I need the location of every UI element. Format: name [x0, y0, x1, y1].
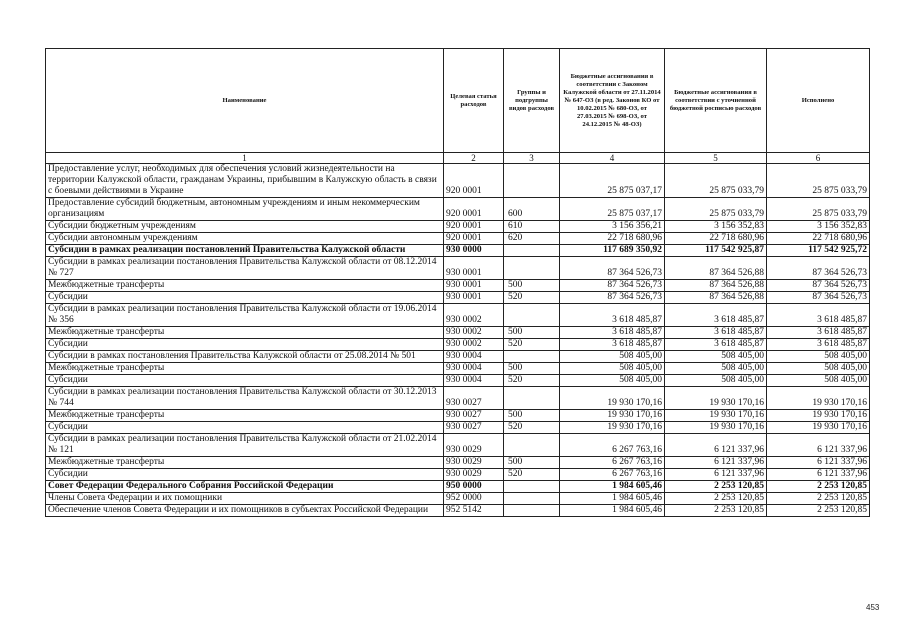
row-target-article: 930 0004	[444, 351, 504, 363]
row-budget-law: 508 405,00	[560, 363, 665, 375]
header-target-article: Целевая статья расходов	[444, 49, 504, 153]
table-row	[46, 363, 870, 375]
table-row	[46, 339, 870, 351]
row-target-article: 930 0002	[444, 339, 504, 351]
row-budget-revised: 2 253 120,85	[665, 493, 767, 505]
header-budget-revised: Бюджетные ассигнования в соответствии с уточненной бюджетной росписью расходов	[665, 49, 767, 153]
row-executed: 6 121 337,96	[767, 457, 870, 469]
row-expense-group	[504, 245, 560, 257]
row-expense-group	[504, 387, 560, 410]
row-expense-group	[504, 257, 560, 280]
row-executed: 19 930 170,16	[767, 387, 870, 410]
table-row	[46, 221, 870, 233]
table-row	[46, 410, 870, 422]
row-name: Межбюджетные трансферты	[46, 280, 444, 292]
row-name: Предоставление субсидий бюджетным, автономным учреждениям и иным некоммерческим организациям	[46, 198, 444, 221]
row-name: Субсидии в рамках реализации постановления Правительства Калужской области от 21.02.2014 № 121	[46, 434, 444, 457]
row-target-article: 930 0027	[444, 410, 504, 422]
row-executed: 508 405,00	[767, 375, 870, 387]
row-budget-revised: 19 930 170,16	[665, 387, 767, 410]
row-budget-law: 25 875 037,17	[560, 164, 665, 198]
table-row	[46, 292, 870, 304]
header-expense-group: Группы и подгруппы видов расходов	[504, 49, 560, 153]
table-row	[46, 505, 870, 517]
row-expense-group: 620	[504, 233, 560, 245]
row-target-article: 930 0001	[444, 280, 504, 292]
table-row	[46, 493, 870, 505]
row-expense-group: 610	[504, 221, 560, 233]
row-target-article: 930 0027	[444, 422, 504, 434]
row-name: Субсидии бюджетным учреждениям	[46, 221, 444, 233]
column-number-row	[46, 153, 870, 164]
header-executed: Исполнено	[767, 49, 870, 153]
row-executed: 3 618 485,87	[767, 339, 870, 351]
row-target-article: 920 0001	[444, 198, 504, 221]
row-budget-law: 508 405,00	[560, 351, 665, 363]
row-executed: 508 405,00	[767, 363, 870, 375]
row-executed: 2 253 120,85	[767, 505, 870, 517]
column-number: 1	[46, 153, 444, 164]
row-expense-group: 520	[504, 339, 560, 351]
row-budget-revised: 87 364 526,88	[665, 257, 767, 280]
row-executed: 508 405,00	[767, 351, 870, 363]
row-target-article: 920 0001	[444, 233, 504, 245]
row-target-article: 920 0001	[444, 221, 504, 233]
row-executed: 25 875 033,79	[767, 198, 870, 221]
row-expense-group: 520	[504, 469, 560, 481]
row-executed: 6 121 337,96	[767, 469, 870, 481]
row-target-article: 950 0000	[444, 481, 504, 493]
row-target-article: 930 0002	[444, 327, 504, 339]
row-budget-revised: 2 253 120,85	[665, 481, 767, 493]
row-budget-law: 1 984 605,46	[560, 481, 665, 493]
row-budget-law: 1 984 605,46	[560, 493, 665, 505]
row-expense-group: 520	[504, 422, 560, 434]
row-budget-revised: 6 121 337,96	[665, 457, 767, 469]
row-budget-law: 6 267 763,16	[560, 469, 665, 481]
row-budget-revised: 87 364 526,88	[665, 292, 767, 304]
row-executed: 117 542 925,72	[767, 245, 870, 257]
table-row	[46, 233, 870, 245]
row-name: Субсидии в рамках постановления Правительства Калужской области от 25.08.2014 № 501	[46, 351, 444, 363]
row-name: Субсидии в рамках реализации постановлений Правительства Калужской области	[46, 245, 444, 257]
row-executed: 25 875 033,79	[767, 164, 870, 198]
row-budget-law: 3 618 485,87	[560, 339, 665, 351]
row-name: Совет Федерации Федерального Собрания Российской Федерации	[46, 481, 444, 493]
row-executed: 87 364 526,73	[767, 292, 870, 304]
row-target-article: 930 0029	[444, 434, 504, 457]
row-executed: 22 718 680,96	[767, 233, 870, 245]
table-row	[46, 375, 870, 387]
row-executed: 19 930 170,16	[767, 410, 870, 422]
row-target-article: 952 5142	[444, 505, 504, 517]
table-row	[46, 164, 870, 198]
row-target-article: 930 0004	[444, 363, 504, 375]
row-name: Субсидии	[46, 422, 444, 434]
row-name: Субсидии	[46, 292, 444, 304]
row-budget-revised: 22 718 680,96	[665, 233, 767, 245]
row-budget-revised: 3 618 485,87	[665, 304, 767, 327]
row-name: Межбюджетные трансферты	[46, 363, 444, 375]
row-executed: 87 364 526,73	[767, 280, 870, 292]
row-budget-law: 1 984 605,46	[560, 505, 665, 517]
row-expense-group: 500	[504, 280, 560, 292]
table-row	[46, 280, 870, 292]
row-budget-revised: 508 405,00	[665, 375, 767, 387]
row-target-article: 920 0001	[444, 164, 504, 198]
row-budget-revised: 117 542 925,87	[665, 245, 767, 257]
row-budget-law: 87 364 526,73	[560, 292, 665, 304]
row-target-article: 930 0002	[444, 304, 504, 327]
row-budget-revised: 3 618 485,87	[665, 339, 767, 351]
row-executed: 2 253 120,85	[767, 481, 870, 493]
table-row	[46, 327, 870, 339]
table-row	[46, 198, 870, 221]
row-budget-revised: 19 930 170,16	[665, 422, 767, 434]
row-executed: 3 618 485,87	[767, 327, 870, 339]
row-budget-law: 117 689 350,92	[560, 245, 665, 257]
row-executed: 6 121 337,96	[767, 434, 870, 457]
row-expense-group	[504, 164, 560, 198]
row-budget-law: 3 618 485,87	[560, 304, 665, 327]
column-number: 3	[504, 153, 560, 164]
row-executed: 87 364 526,73	[767, 257, 870, 280]
row-name: Предоставление услуг, необходимых для обеспечения условий жизнедеятельности на территории Калужской области, гражданам Украины, прибывшим в Калужскую область в связи с боевыми действиями в Украине	[46, 164, 444, 198]
row-budget-law: 6 267 763,16	[560, 457, 665, 469]
row-expense-group	[504, 493, 560, 505]
page-number: 453	[866, 603, 880, 612]
row-budget-law: 19 930 170,16	[560, 387, 665, 410]
row-name: Субсидии в рамках реализации постановления Правительства Калужской области от 19.06.2014 № 356	[46, 304, 444, 327]
column-number: 5	[665, 153, 767, 164]
row-name: Обеспечение членов Совета Федерации и их помощников в субъектах Российской Федерации	[46, 505, 444, 517]
row-expense-group: 500	[504, 410, 560, 422]
row-budget-revised: 6 121 337,96	[665, 434, 767, 457]
table-row	[46, 434, 870, 457]
row-budget-law: 22 718 680,96	[560, 233, 665, 245]
row-budget-law: 3 156 356,21	[560, 221, 665, 233]
row-budget-revised: 87 364 526,88	[665, 280, 767, 292]
row-budget-revised: 25 875 033,79	[665, 198, 767, 221]
column-number: 6	[767, 153, 870, 164]
row-budget-law: 25 875 037,17	[560, 198, 665, 221]
row-name: Субсидии	[46, 469, 444, 481]
row-name: Межбюджетные трансферты	[46, 457, 444, 469]
row-budget-revised: 3 156 352,83	[665, 221, 767, 233]
row-expense-group: 500	[504, 457, 560, 469]
row-expense-group	[504, 351, 560, 363]
table-row	[46, 257, 870, 280]
row-budget-revised: 25 875 033,79	[665, 164, 767, 198]
row-expense-group: 600	[504, 198, 560, 221]
row-target-article: 930 0001	[444, 257, 504, 280]
row-budget-revised: 508 405,00	[665, 351, 767, 363]
budget-execution-table	[45, 48, 870, 517]
row-budget-revised: 508 405,00	[665, 363, 767, 375]
row-target-article: 930 0029	[444, 469, 504, 481]
header-name: Наименование	[46, 49, 444, 153]
table-row	[46, 481, 870, 493]
row-budget-law: 87 364 526,73	[560, 257, 665, 280]
row-executed: 2 253 120,85	[767, 493, 870, 505]
row-budget-law: 508 405,00	[560, 375, 665, 387]
row-expense-group	[504, 304, 560, 327]
row-name: Межбюджетные трансферты	[46, 410, 444, 422]
row-budget-revised: 19 930 170,16	[665, 410, 767, 422]
header-budget-law: Бюджетные ассигнования в соответствии с Законом Калужской области от 27.11.2014 № 647-ОЗ (в ред. Законов КО от 10.02.2015 № 680-ОЗ, от 27.03.2015 № 698-ОЗ, от 24.12.2015 № 48-ОЗ)	[560, 49, 665, 153]
row-name: Субсидии в рамках реализации постановления Правительства Калужской области от 08.12.2014 № 727	[46, 257, 444, 280]
row-name: Субсидии в рамках реализации постановления Правительства Калужской области от 30.12.2013 № 744	[46, 387, 444, 410]
column-number: 2	[444, 153, 504, 164]
row-budget-revised: 2 253 120,85	[665, 505, 767, 517]
row-budget-law: 19 930 170,16	[560, 410, 665, 422]
row-executed: 3 618 485,87	[767, 304, 870, 327]
row-budget-law: 19 930 170,16	[560, 422, 665, 434]
row-executed: 19 930 170,16	[767, 422, 870, 434]
table-row	[46, 387, 870, 410]
row-executed: 3 156 352,83	[767, 221, 870, 233]
row-budget-revised: 3 618 485,87	[665, 327, 767, 339]
row-name: Межбюджетные трансферты	[46, 327, 444, 339]
table-row	[46, 422, 870, 434]
row-expense-group	[504, 505, 560, 517]
row-target-article: 930 0004	[444, 375, 504, 387]
table-row	[46, 469, 870, 481]
row-budget-law: 6 267 763,16	[560, 434, 665, 457]
row-name: Субсидии	[46, 339, 444, 351]
column-number: 4	[560, 153, 665, 164]
table-row	[46, 304, 870, 327]
row-name: Члены Совета Федерации и их помощники	[46, 493, 444, 505]
row-target-article: 930 0001	[444, 292, 504, 304]
table-row	[46, 245, 870, 257]
row-target-article: 930 0000	[444, 245, 504, 257]
row-name: Субсидии автономным учреждениям	[46, 233, 444, 245]
row-target-article: 930 0027	[444, 387, 504, 410]
row-name: Субсидии	[46, 375, 444, 387]
row-expense-group	[504, 434, 560, 457]
row-budget-law: 3 618 485,87	[560, 327, 665, 339]
row-expense-group: 520	[504, 292, 560, 304]
row-expense-group: 500	[504, 327, 560, 339]
table-header-row	[46, 49, 870, 153]
row-budget-revised: 6 121 337,96	[665, 469, 767, 481]
row-expense-group: 500	[504, 363, 560, 375]
row-target-article: 930 0029	[444, 457, 504, 469]
table-row	[46, 457, 870, 469]
table-row	[46, 351, 870, 363]
budget-table-sheet	[45, 48, 869, 517]
row-expense-group	[504, 481, 560, 493]
row-expense-group: 520	[504, 375, 560, 387]
row-target-article: 952 0000	[444, 493, 504, 505]
row-budget-law: 87 364 526,73	[560, 280, 665, 292]
